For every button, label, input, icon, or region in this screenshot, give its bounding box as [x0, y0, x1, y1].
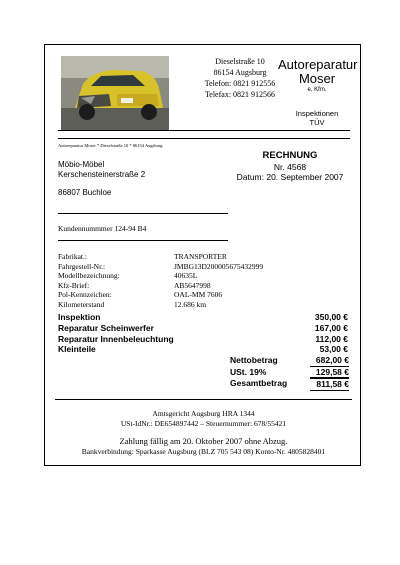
customer-divider-bottom — [58, 240, 228, 241]
net-total-row — [230, 355, 349, 367]
invoice-date: Datum: 20. September 2007 — [236, 172, 344, 182]
vehicle-row — [58, 252, 263, 262]
line-item-label: Kleinteile — [58, 344, 96, 355]
invoice-page — [44, 44, 361, 466]
net-total-amount: 682,00 € — [310, 355, 349, 367]
net-total-label: Nettobetrag — [230, 355, 278, 365]
gross-total-label: Gesamtbetrag — [230, 378, 288, 388]
recipient-city: 86807 Buchloe — [58, 188, 112, 197]
company-services-line1: Inspektionen — [295, 109, 339, 118]
vehicle-row — [58, 300, 263, 310]
invoice-number: Nr. 4568 — [273, 161, 307, 172]
line-item — [58, 334, 348, 345]
line-item-label: Reparatur Scheinwerfer — [58, 322, 154, 333]
footer-divider — [55, 399, 352, 400]
car-photo — [61, 56, 169, 131]
line-item-amount: 350,00 € — [314, 312, 348, 322]
line-item — [58, 323, 348, 334]
vehicle-value: JMBG13D200005675432999 — [174, 261, 264, 271]
vehicle-label: Modellbezeichnung: — [58, 271, 120, 281]
court-registration: Amtsgericht Augsburg HRA 1344 — [152, 409, 255, 418]
recipient-street: Kerschensteinerstraße 2 — [58, 170, 146, 179]
line-item-amount: 167,00 € — [314, 322, 348, 333]
vat-label: USt. 19% — [230, 366, 267, 377]
company-name-line2: Moser — [298, 71, 336, 86]
invoice-info — [235, 151, 345, 183]
vehicle-row — [58, 290, 263, 300]
vehicle-row — [58, 281, 263, 291]
customer-divider-top — [58, 213, 228, 214]
customer-number: Kundennummmer 124-94 B4 — [58, 224, 147, 233]
bank-details: Bankverbindung: Sparkasse Augsburg (BLZ 705 543 08) Konto-Nr. 4805828401 — [81, 446, 326, 456]
vehicle-label: Kilometerstand — [58, 299, 105, 309]
line-item — [58, 312, 348, 323]
vehicle-label: Kfz-Brief: — [58, 280, 90, 290]
vat-amount: 129,58 € — [310, 367, 349, 379]
company-suffix: e. Kfm. — [307, 87, 327, 93]
vehicle-row — [58, 262, 263, 272]
sender-line: Autoreparatur Moser * Dieselstraße 10 * 86154 Augsburg — [58, 143, 163, 148]
company-services-line2: TÜV — [309, 118, 325, 127]
vehicle-label: Fahrgestell-Nr.: — [58, 261, 106, 271]
line-item-label: Inspektion — [58, 312, 101, 322]
vehicle-label: Fabrikat.: — [58, 252, 87, 261]
invoice-footer — [55, 409, 352, 456]
vehicle-value: OAL-MM 7606 — [174, 290, 223, 300]
company-name-line1: Autoreparatur — [278, 57, 358, 72]
tax-ids: USt-IdNr.: DE654897442 – Steuernummer: 678/55421 — [120, 418, 287, 428]
invoice-title: RECHNUNG — [262, 150, 318, 161]
payment-due: Zahlung fällig am 20. Oktober 2007 ohne Abzug. — [119, 436, 288, 446]
company-city: 86154 Augsburg — [213, 68, 267, 77]
vehicle-row — [58, 271, 263, 281]
company-header — [278, 58, 356, 127]
vat-row — [230, 367, 349, 379]
vehicle-value: AB5647998 — [174, 280, 211, 290]
line-item — [58, 344, 348, 355]
vehicle-details — [58, 252, 263, 310]
line-item-amount: 112,00 € — [315, 333, 348, 344]
company-address — [195, 56, 285, 100]
company-fax: Telefax: 0821 912566 — [204, 90, 276, 99]
header-divider-1 — [58, 130, 350, 131]
company-street: Dieselstraße 10 — [215, 57, 265, 66]
line-item-amount: 53,00 € — [319, 344, 348, 355]
recipient-name: Möbio-Möbel — [58, 160, 105, 169]
line-items — [58, 312, 348, 355]
vehicle-value: TRANSPORTER — [174, 252, 227, 261]
company-phone: Telefon: 0821 912556 — [204, 79, 276, 88]
vehicle-label: Pol-Kennzeichen: — [58, 290, 112, 300]
vehicle-value: 12.686 km — [174, 299, 207, 309]
header-divider-2 — [58, 138, 350, 139]
recipient-address — [58, 160, 145, 180]
vehicle-value: 40635L — [174, 271, 198, 281]
totals-block — [230, 355, 349, 391]
gross-total-row — [230, 378, 349, 391]
gross-total-amount: 811,58 € — [310, 378, 349, 391]
line-item-label: Reparatur Innenbeleuchtung — [58, 333, 174, 344]
